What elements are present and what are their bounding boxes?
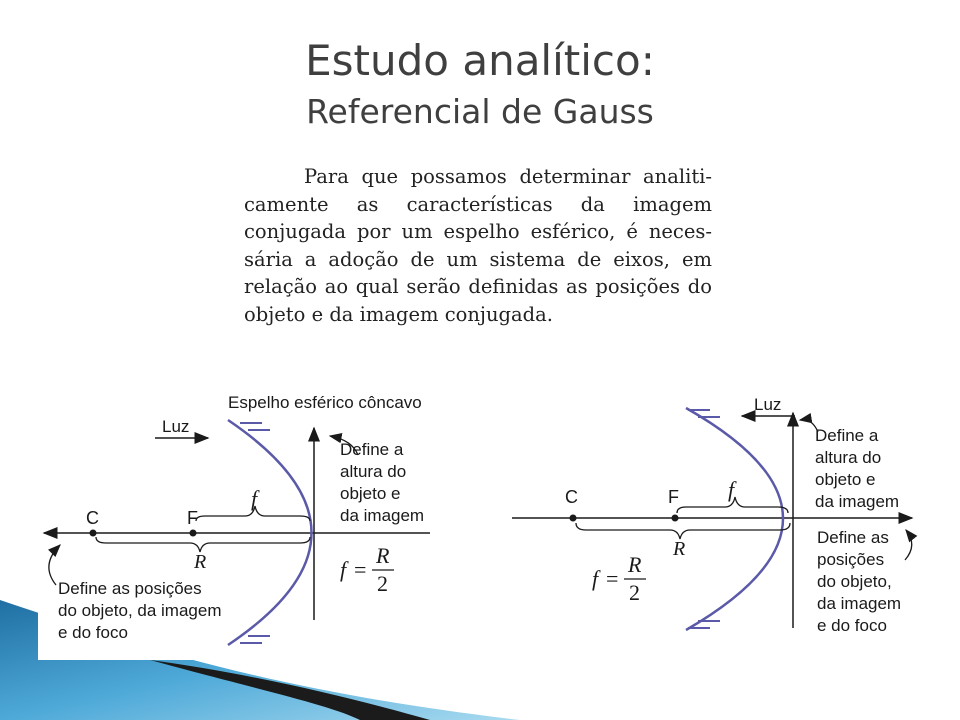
- left-label-f-distance: f: [251, 486, 258, 511]
- left-horizontal-note-1: Define as posições: [58, 579, 202, 598]
- left-brace-r: [96, 537, 310, 552]
- right-formula-den: 2: [629, 580, 640, 605]
- left-label-c: C: [86, 508, 99, 528]
- left-mirror-label: Espelho esférico côncavo: [228, 393, 422, 412]
- right-label-r: R: [673, 538, 686, 560]
- left-formula-eq: =: [354, 557, 367, 582]
- right-vertical-note-3: objeto e: [815, 470, 876, 489]
- left-vertical-note-2: altura do: [340, 462, 407, 481]
- right-horizontal-note-3: do objeto,: [817, 572, 892, 591]
- right-horizontal-note-5: e do foco: [817, 616, 887, 635]
- right-brace-r: [576, 523, 790, 539]
- right-label-c: C: [565, 487, 578, 507]
- right-horizontal-note-pointer: [905, 530, 912, 560]
- left-point-f: [190, 530, 197, 537]
- right-horizontal-note-1: Define as: [817, 528, 889, 547]
- left-light-label: Luz: [162, 417, 190, 436]
- right-formula-eq: =: [606, 566, 619, 591]
- left-horizontal-note-3: e do foco: [58, 623, 128, 642]
- right-convex-mirror: [686, 408, 783, 630]
- right-label-f-distance: f: [728, 477, 735, 502]
- right-horizontal-note-2: posições: [817, 550, 885, 569]
- slide-title: Estudo analítico:: [305, 36, 655, 85]
- right-point-f: [672, 515, 679, 522]
- left-vertical-note-3: objeto e: [340, 484, 401, 503]
- right-vertical-note-4: da imagem: [815, 492, 900, 511]
- right-formula-f: f: [592, 566, 599, 591]
- left-vertical-note-1: Define a: [340, 440, 404, 459]
- right-point-c: [570, 515, 577, 522]
- right-mirror-hatch: [688, 410, 720, 628]
- right-formula-num: R: [628, 552, 642, 577]
- left-diagram: [44, 393, 430, 645]
- left-label-r: R: [194, 551, 207, 573]
- right-label-f: F: [668, 487, 679, 507]
- right-diagram: [512, 395, 912, 635]
- right-vertical-note-2: altura do: [815, 448, 882, 467]
- intro-paragraph-text: Para que possamos determinar analiti-camente as características da imagem conjugada por um espelho esférico, é neces-sária a adoção de um sistema de eixos, em relação ao qual serão definidas as posições do objeto e da imagem conjugada.: [244, 165, 712, 326]
- right-vertical-note-1: Define a: [815, 426, 879, 445]
- left-formula-num: R: [376, 543, 390, 568]
- right-horizontal-note-4: da imagem: [817, 594, 902, 613]
- left-vertical-note-4: da imagem: [340, 506, 425, 525]
- left-label-f: F: [187, 508, 198, 528]
- right-light-label: Luz: [754, 395, 782, 414]
- left-formula-den: 2: [377, 571, 388, 596]
- left-formula-f: f: [340, 557, 347, 582]
- slide-subtitle: Referencial de Gauss: [306, 92, 654, 131]
- left-horizontal-note-2: do objeto, da imagem: [58, 601, 222, 620]
- left-point-c: [90, 530, 97, 537]
